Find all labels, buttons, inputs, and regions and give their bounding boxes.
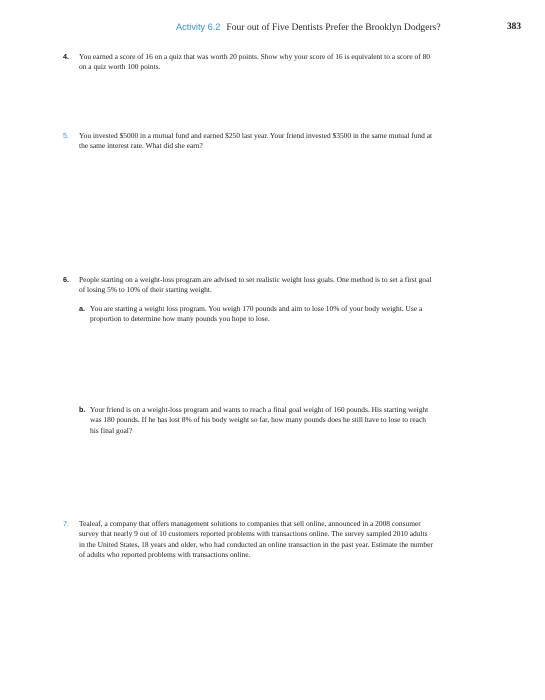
section-title: Four out of Five Dentists Prefer the Brooklyn Dodgers? (226, 22, 441, 33)
problem-6a (79, 304, 435, 325)
activity-label: Activity 6.2 (176, 22, 221, 32)
problem-text: You invested $5000 in a mutual fund and earned $250 last year. Your friend invested $3500 in the same mutual fund at the same interest rate. What did she earn? (79, 131, 433, 151)
problem-6b (79, 405, 435, 436)
part-letter: a. (79, 304, 85, 313)
part-letter: b. (79, 405, 86, 414)
problem-6 (63, 275, 435, 296)
part-text: You are starting a weight loss program. You weigh 170 pounds and aim to lose 10% of your body weight. Use a proportion to determine how many pounds you hope to lose. (90, 304, 423, 324)
part-text: Your friend is on a weight-loss program and wants to reach a final goal weight of 160 pounds. His starting weight was 180 pounds. If he has lost 8% of his body weight so far, how many pounds does he still have to lose to reach his final goal? (90, 405, 429, 435)
problem-text: People starting on a weight-loss program are advised to set realistic weight loss goals. One method is to set a first goal of losing 5% to 10% of their starting weight. (79, 275, 432, 295)
problem-number: 6. (63, 275, 69, 284)
problem-4 (63, 52, 435, 73)
problem-text: Tealeaf, a company that offers management solutions to companies that sell online, announced in a 2008 consumer survey that nearly 9 out of 10 customers reported problems with transactions online. The survey sampled 2010 adults in the United States, 18 years and older, who had conducted an online transaction in the past year. Estimate the number of adults who reported problems with transactions online. (79, 519, 433, 560)
problem-number: 7. (63, 519, 69, 528)
problem-number: 4. (63, 52, 69, 61)
problem-5 (63, 131, 435, 152)
problem-text: You earned a score of 16 on a quiz that was worth 20 points. Show why your score of 16 is equivalent to a score of 80 on a quiz worth 100 points. (79, 52, 431, 72)
page-number: 383 (506, 22, 521, 32)
page-header (176, 22, 521, 36)
problem-number: 5. (63, 131, 69, 140)
problem-7 (63, 519, 435, 561)
